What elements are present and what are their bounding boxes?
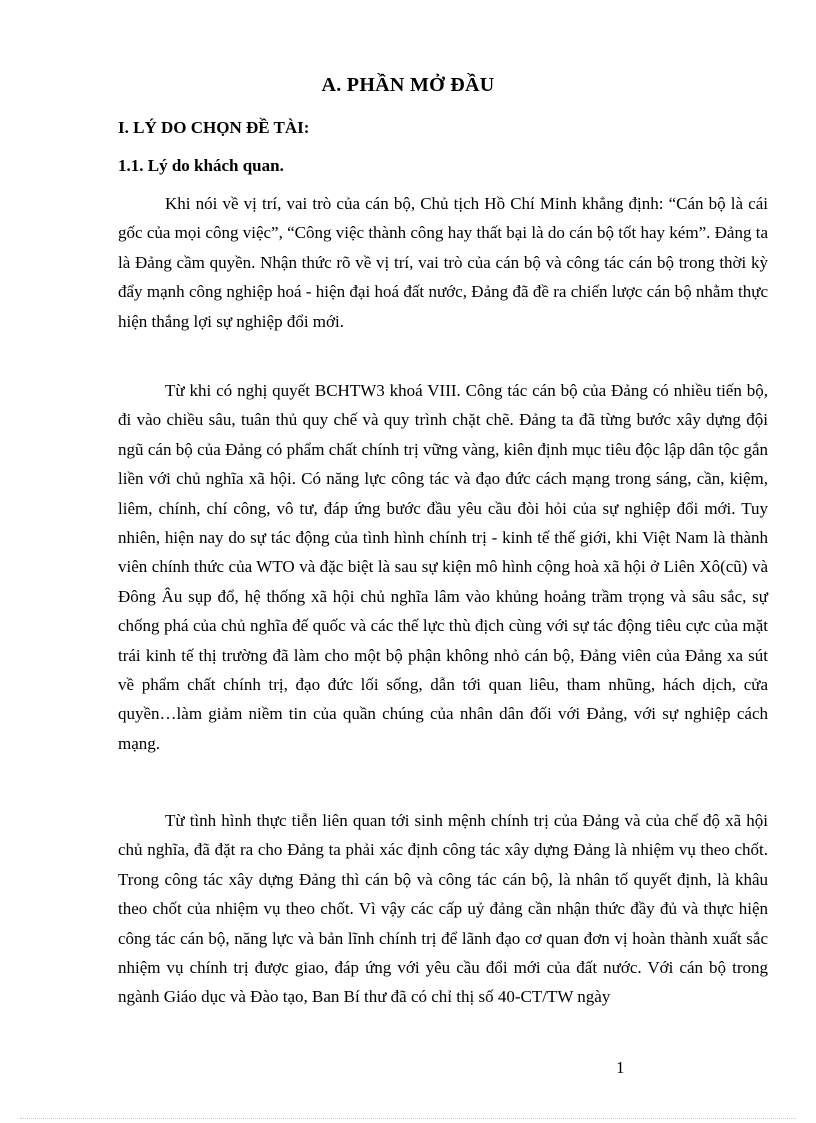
subsection-heading: 1.1. Lý do khách quan.	[118, 156, 284, 175]
section-heading: I. LÝ DO CHỌN ĐỀ TÀI:	[118, 118, 310, 137]
document-title: A. PHẦN MỞ ĐẦU	[321, 74, 495, 96]
paragraph: Từ khi có nghị quyết BCHTW3 khoá VIII. Công tác cán bộ của Đảng có nhiều tiến bộ, đi vào chiều sâu, tuân thủ quy chế và quy trình chặt chẽ. Đảng ta đã từng bước xây dựng đội ngũ cán bộ của Đảng có phẩm chất chính trị vững vàng, kiên định mục tiêu độc lập dân tộc gắn liền với chủ nghĩa xã hội. Có năng lực công tác và đạo đức cách mạng trong sáng, cần, kiệm, liêm, chính, chí công, vô tư, đáp ứng bước đầu yêu cầu đòi hỏi của sự nghiệp đổi mới. Tuy nhiên, hiện nay do sự tác động của tình hình chính trị - kinh tế thế giới, khi Việt Nam là thành viên chính thức của WTO và đặc biệt là sau sự kiện mô hình cộng hoà xã hội ở Liên Xô(cũ) và Đông Âu sụp đổ, hệ thống xã hội chủ nghĩa lâm vào khủng hoảng trầm trọng và sâu sắc, sự chống phá của chủ nghĩa đế quốc và các thế lực thù địch cùng với sự tác động tiêu cực của mặt trái kinh tế thị trường đã làm cho một bộ phận không nhỏ cán bộ, Đảng viên của Đảng xa sút về phẩm chất chính trị, đạo đức lối sống, dẫn tới quan liêu, tham nhũng, hách dịch, cửa quyền…làm giảm niềm tin của quần chúng của nhân dân đối với Đảng, với sự nghiệp cách mạng.	[118, 381, 768, 753]
paragraph: Từ tình hình thực tiễn liên quan tới sinh mệnh chính trị của Đảng và của chế độ xã hội chủ nghĩa, đã đặt ra cho Đảng ta phải xác định công tác xây dựng Đảng là nhiệm vụ theo chốt. Trong công tác xây dựng Đảng thì cán bộ và công tác cán bộ, là nhân tố quyết định, là khâu theo chốt của nhiệm vụ theo chốt. Vì vậy các cấp uỷ đảng cần nhận thức đầy đủ và thực hiện công tác cán bộ, năng lực và bản lĩnh chính trị để lãnh đạo cơ quan đơn vị hoàn thành xuất sắc nhiệm vụ chính trị được giao, đáp ứng với yêu cầu đổi mới của đất nước. Với cán bộ trong ngành Giáo dục và Đào tạo, Ban Bí thư đã có chỉ thị số 40-CT/TW ngày	[118, 811, 768, 1007]
page-number: 1	[616, 1058, 625, 1077]
paragraph: Khi nói về vị trí, vai trò của cán bộ, Chủ tịch Hồ Chí Minh khẳng định: “Cán bộ là cái gốc của mọi công việc”, “Công việc thành công hay thất bại là do cán bộ tốt hay kém”. Đảng ta là Đảng cầm quyền. Nhận thức rõ về vị trí, vai trò của cán bộ và công tác cán bộ trong thời kỳ đẩy mạnh công nghiệp hoá - hiện đại hoá đất nước, Đảng đã đề ra chiến lược cán bộ nhằm thực hiện thắng lợi sự nghiệp đổi mới.	[118, 194, 768, 331]
page-bottom-divider	[20, 1118, 796, 1119]
